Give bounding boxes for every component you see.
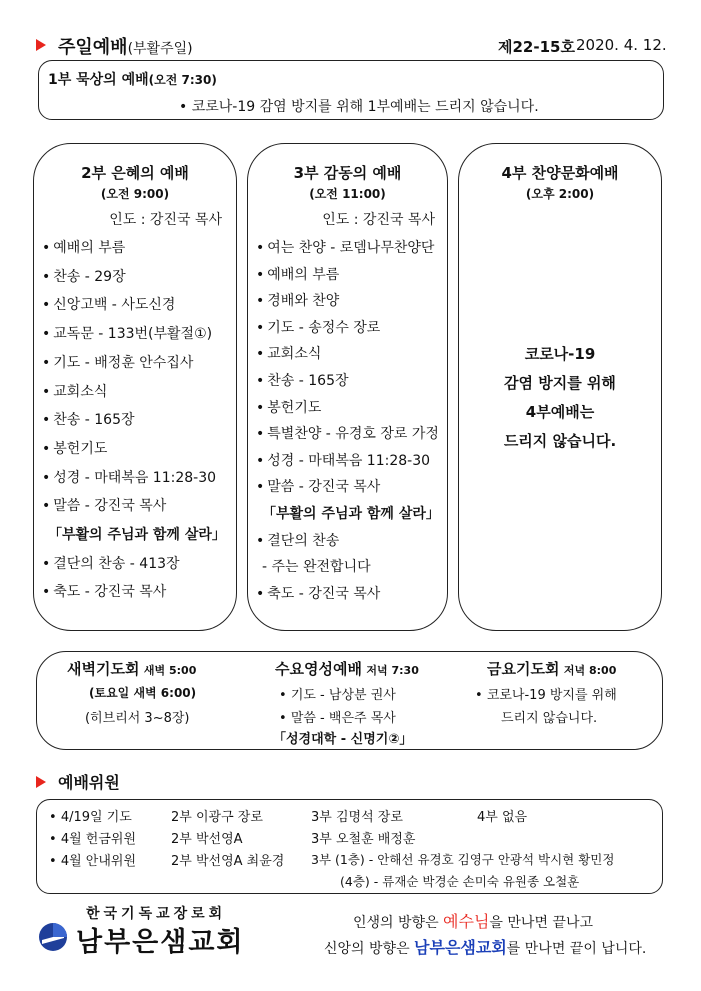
church-name: 남부은샘교회 — [76, 927, 245, 958]
slogan-line1: 인생의 방향은 예수님을 만나면 끝나고 — [353, 912, 593, 931]
service3-leader: 인도 : 강진국 목사 — [322, 212, 435, 228]
order-item — [256, 317, 380, 337]
order-item-text: 기도 - 배정훈 안수집사 — [53, 354, 194, 371]
order-item-text: 찬송 - 29장 — [53, 268, 126, 285]
order-item — [42, 409, 135, 429]
denomination-name: 한국기독교장로회 — [86, 906, 227, 922]
order-item — [256, 290, 339, 310]
service1-note: • 코로나-19 감염 방지를 위해 1부예배는 드리지 않습니다. — [179, 99, 539, 115]
order-item-text: 말씀 - 강진국 목사 — [267, 479, 381, 496]
order-item-text: 여는 찬양 - 로뎀나무찬양단 — [267, 240, 435, 256]
order-item-text: 교회소식 — [53, 383, 108, 400]
service3-box — [247, 143, 448, 631]
order-item-text: 축도 - 강진국 목사 — [267, 585, 381, 602]
committee-cell: 3부 오철훈 배정훈 — [311, 832, 416, 847]
church-logo-icon — [38, 922, 68, 952]
wednesday-heading: 수요영성예배 저녁 7:30 — [275, 660, 419, 678]
order-item-text: 성경 - 마태복음 11:28-30 — [267, 452, 431, 469]
section-title-sunday: 주일예배(부활주일) — [58, 37, 193, 58]
committee-cell: 3부 김명석 장로 — [311, 810, 403, 825]
service1-box — [38, 60, 664, 120]
committee-box — [36, 799, 663, 894]
bullet: • — [256, 319, 265, 336]
committee-cell: 4부 없음 — [477, 810, 528, 825]
bullet: • — [42, 412, 51, 429]
bullet: • — [256, 479, 265, 496]
wednesday-sermon-title: 「성경대학 - 신명기②」 — [273, 732, 413, 747]
order-item-text: 신앙고백 - 사도신경 — [53, 297, 176, 314]
order-item — [256, 237, 434, 257]
service4-time: (오후 2:00) — [525, 187, 595, 201]
order-item — [262, 556, 371, 576]
order-item-text: 말씀 - 강진국 목사 — [53, 498, 167, 515]
bullet: • — [42, 498, 51, 515]
bullet: • — [42, 297, 51, 314]
bullet: • — [256, 399, 265, 416]
bullet: • — [42, 268, 51, 285]
order-item-text: 특별찬양 - 유경호 장로 가정 — [267, 426, 439, 443]
bullet: • — [42, 584, 51, 601]
committee-row-offering: • 4월 헌금위원 — [49, 832, 137, 847]
bullet: • — [256, 293, 265, 310]
bullet: • — [256, 585, 265, 602]
service2-box — [33, 143, 237, 631]
bullet: • — [42, 240, 51, 256]
issue-date: 2020. 4. 12. — [576, 36, 667, 54]
order-item-text: 결단의 찬송 - 413장 — [53, 555, 180, 572]
service3-title: 3부 감동의 예배 — [293, 164, 402, 182]
order-item-text: 교회소식 — [267, 346, 322, 363]
order-item — [256, 343, 321, 363]
dawn-prayer-heading: 새벽기도회 새벽 5:00 — [67, 660, 197, 678]
bullet: • — [42, 383, 51, 400]
service4-title: 4부 찬양문화예배 — [501, 164, 619, 182]
order-item — [42, 237, 125, 257]
order-item-text: 성경 - 마태복음 11:28-30 — [53, 469, 217, 486]
wednesday-item-sermon: • 말씀 - 백은주 목사 — [279, 711, 396, 726]
order-item-text: 축도 - 강진국 목사 — [53, 584, 167, 601]
order-item — [256, 264, 339, 284]
bullet: • — [256, 266, 265, 283]
wednesday-item-prayer: • 기도 - 남상분 권사 — [279, 688, 396, 703]
red-arrow-icon — [36, 776, 46, 788]
friday-heading: 금요기도회 저녁 8:00 — [487, 660, 617, 678]
order-item — [42, 438, 107, 458]
order-item-text: - 주는 완전합니다 — [262, 559, 371, 576]
committee-cell: (4층) - 류재순 박경순 손미숙 유원종 오철훈 — [340, 874, 580, 889]
service4-note: 코로나-19 감염 방지를 위해 4부예배는 드리지 않습니다. — [503, 345, 617, 450]
order-item — [42, 381, 107, 401]
order-item — [42, 266, 126, 286]
service2-title: 2부 은혜의 예배 — [81, 164, 189, 182]
service4-box — [458, 143, 662, 631]
order-item — [256, 450, 430, 470]
order-item — [42, 467, 216, 487]
order-item-text: 결단의 찬송 — [267, 532, 340, 549]
service1-heading: 1부 묵상의 예배(오전 7:30) — [48, 72, 217, 88]
order-item-text: 예배의 부름 — [267, 266, 340, 283]
bullet: • — [256, 426, 265, 443]
dawn-saturday: (토요일 새벽 6:00) — [89, 686, 197, 700]
bullet: • — [42, 555, 51, 572]
bullet: • — [42, 326, 51, 343]
service3-time: (오전 11:00) — [309, 187, 386, 201]
order-item-text: 봉헌기도 — [267, 399, 322, 416]
sermon-title: 「부활의 주님과 함께 살라」 — [262, 506, 440, 522]
order-item-text: 찬송 - 165장 — [53, 412, 135, 429]
service2-time: (오전 9:00) — [100, 187, 170, 201]
bullet: • — [256, 532, 265, 549]
committee-cell: 2부 박선영A 최윤경 — [171, 854, 285, 869]
order-item — [256, 476, 380, 496]
bullet: • — [256, 452, 265, 469]
bullet: • — [256, 346, 265, 363]
sermon-title: 「부활의 주님과 함께 살라」 — [48, 527, 226, 543]
order-item-text: 교독문 - 133번(부활절①) — [53, 326, 213, 343]
order-item-text: 예배의 부름 — [53, 240, 126, 256]
order-item — [256, 530, 339, 550]
order-item — [42, 581, 166, 601]
order-item — [42, 495, 166, 515]
service2-leader: 인도 : 강진국 목사 — [109, 212, 222, 228]
slogan-line2: 신앙의 방향은 남부은샘교회를 만나면 끝이 납니다. — [324, 938, 647, 957]
bullet: • — [42, 469, 51, 486]
committee-cell: 3부 (1층) - 안해선 유경호 김영구 안광석 박시현 황민정 — [311, 852, 615, 867]
order-item — [256, 423, 439, 443]
order-item-text: 경배와 찬양 — [267, 293, 340, 310]
bullet: • — [42, 354, 51, 371]
dawn-text: (히브리서 3~8장) — [85, 711, 190, 726]
friday-line1: • 코로나-19 방지를 위해 — [475, 688, 617, 703]
order-item-text: 찬송 - 165장 — [267, 373, 349, 389]
order-item — [42, 323, 212, 343]
order-item-text: 봉헌기도 — [53, 440, 108, 457]
order-item — [42, 352, 193, 372]
committee-cell: 2부 박선영A — [171, 832, 243, 847]
red-arrow-icon — [36, 39, 46, 51]
order-item — [42, 294, 175, 314]
committee-cell: 2부 이광구 장로 — [171, 810, 263, 825]
committee-row-usher: • 4월 안내위원 — [49, 854, 137, 869]
order-item — [256, 583, 380, 603]
committee-row-prayer: • 4/19일 기도 — [49, 810, 132, 825]
weekday-box — [36, 651, 663, 750]
order-item — [256, 397, 321, 417]
bullet: • — [256, 373, 265, 389]
bullet: • — [256, 240, 265, 256]
friday-line2: 드리지 않습니다. — [501, 711, 598, 726]
order-item — [256, 370, 349, 390]
order-item — [42, 553, 180, 573]
order-item-text: 기도 - 송정수 장로 — [267, 319, 381, 336]
bullet: • — [42, 440, 51, 457]
section-title-committee: 예배위원 — [58, 773, 120, 792]
issue-number: 제22-15호 — [498, 38, 575, 56]
